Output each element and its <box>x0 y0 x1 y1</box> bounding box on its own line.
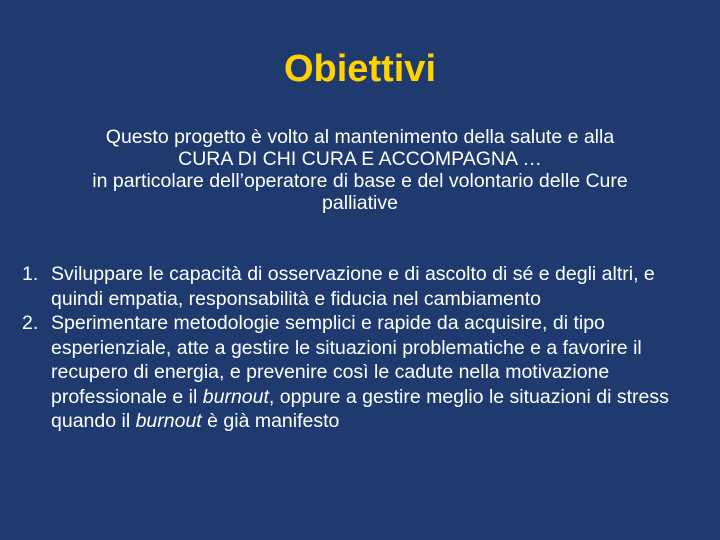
intro-line-3: in particolare dell’operatore di base e del volontario delle Cure <box>92 170 628 192</box>
list-item-text-part-1: Sperimentare metodologie semplici e rapide da acquisire, di tipo esperienziale, atte a gestire le situazioni problematiche e a favorire il recupero di energia, e prevenire così le cadute nella motivazione professionale e il <box>51 312 642 408</box>
list-item <box>22 311 702 434</box>
slide-title: Obiettivi <box>283 48 437 90</box>
list-item-text-part-2: , oppure a gestire meglio le situazioni di stress quando il <box>51 385 669 432</box>
intro-line-2: CURA DI CHI CURA E ACCOMPAGNA … <box>178 148 542 170</box>
intro-line-1: Questo progetto è volto al mantenimento della salute e alla <box>105 126 615 148</box>
objectives-list <box>22 262 702 434</box>
list-item <box>22 262 702 311</box>
burnout-term: burnout <box>135 410 202 432</box>
list-item-text-part-3: è già manifesto <box>201 410 340 432</box>
list-item-text: Sviluppare le capacità di osservazione e di ascolto di sé e degli altri, e quindi empatia, responsabilità e fiducia nel cambiamento <box>51 263 655 310</box>
intro-paragraph <box>20 126 700 214</box>
list-item-number: 1. <box>22 263 39 285</box>
burnout-term: burnout <box>202 385 269 408</box>
list-item-text <box>51 312 669 432</box>
list-item-number: 2. <box>22 312 39 334</box>
intro-line-4: palliative <box>322 192 398 214</box>
